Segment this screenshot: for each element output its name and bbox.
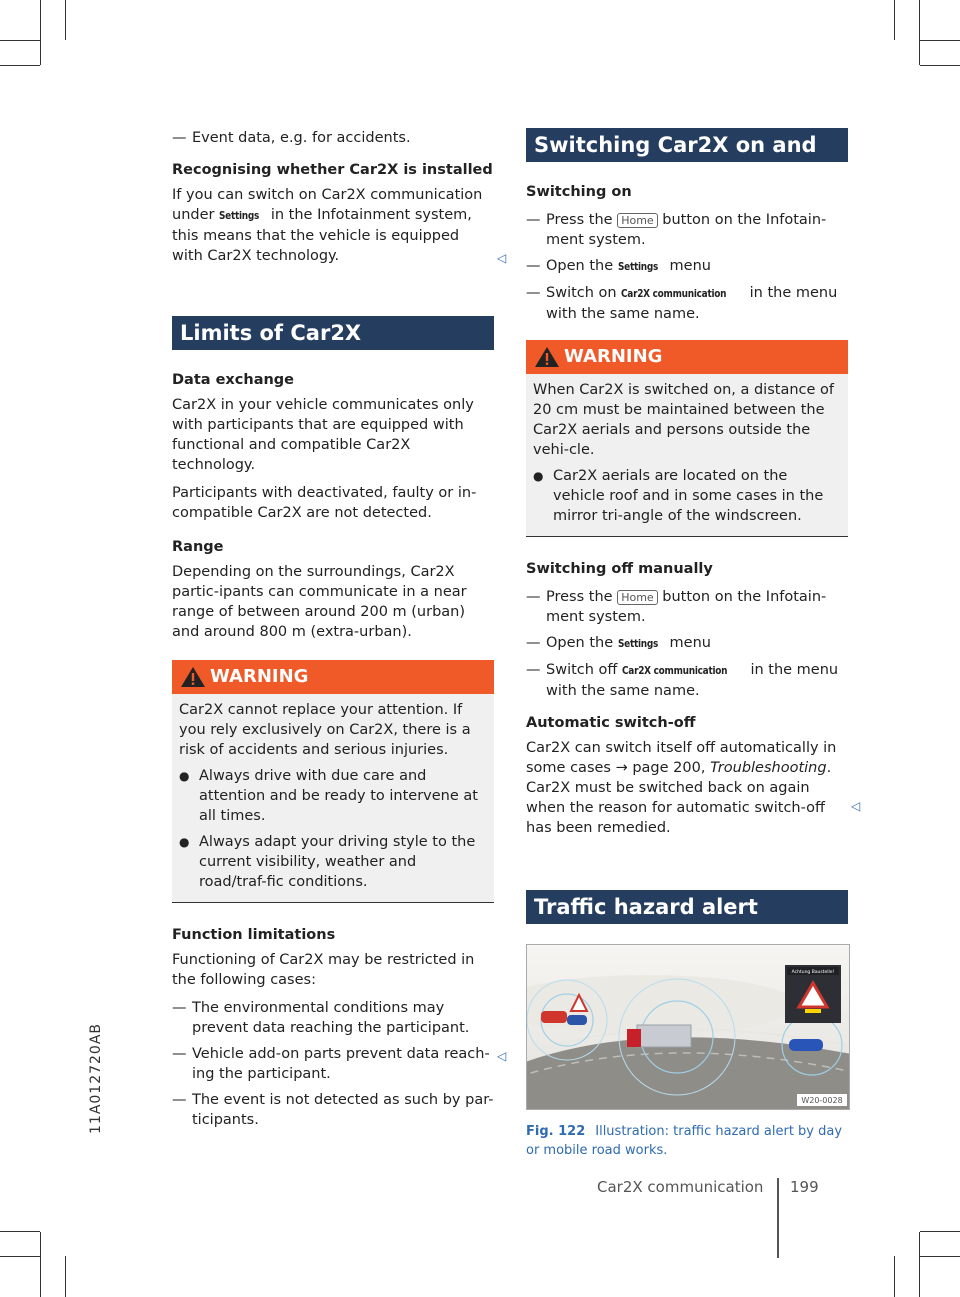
settings-menu-ref: Settings <box>617 638 658 650</box>
bullet-dot-icon: ● <box>179 835 190 849</box>
list-item: — The event is not detected as such by par-ticipants. <box>172 1092 494 1128</box>
data-exchange-paragraph-2: Participants with deactivated, faulty or in-compatible Car2X are not detected. <box>172 485 477 521</box>
list-item: — Open the Settings menu <box>526 256 848 277</box>
bullet-dot-icon: ● <box>179 769 190 783</box>
cross-ref-link[interactable]: Troubleshooting <box>710 760 827 776</box>
home-key: Home <box>617 213 657 228</box>
list-item: — The environmental conditions may prevent data reaching the participant. <box>172 1000 470 1036</box>
installed-paragraph: If you can switch on Car2X communication under Settings in the Infotainment system, this means that the vehicle is equipped with Car2X technology. <box>172 187 483 264</box>
crop-mark <box>40 0 41 65</box>
function-paragraph: Functioning of Car2X may be restricted in the following cases: <box>172 952 475 988</box>
crop-mark <box>920 65 960 66</box>
function-heading: Function limitations <box>172 927 336 943</box>
auto-off-paragraph: Car2X can switch itself off automatically in some cases → page 200, Troubleshooting. Car2X must be switched back on again when the reason for automatic switch-off has been remedied. <box>526 740 837 836</box>
warning-text: When Car2X is switched on, a distance of 20 cm must be maintained between the Car2X aerials and persons outside the vehi-cle. <box>533 382 835 458</box>
range-heading: Range <box>172 539 224 555</box>
crop-mark <box>920 1256 960 1257</box>
crop-mark <box>920 40 960 41</box>
traffic-hazard-illustration <box>526 944 850 1110</box>
data-exchange-paragraph: Car2X in your vehicle communicates only with participants that are equipped with functional and compatible Car2X technology. <box>172 397 474 473</box>
data-exchange-heading: Data exchange <box>172 372 295 388</box>
crop-mark <box>920 1231 960 1232</box>
crop-mark <box>0 1256 40 1257</box>
bullet-dot-icon: ● <box>533 469 544 483</box>
switching-on-heading: Switching on <box>526 184 632 200</box>
end-triangle-icon: ◁ <box>497 251 507 265</box>
footer-section-name: Car2X communication <box>597 1178 764 1196</box>
crop-mark <box>894 1256 895 1297</box>
warning-text: Car2X cannot replace your attention. If you rely exclusively on Car2X, there is a risk of accidents and serious injuries. <box>179 702 471 758</box>
warning-triangle-icon <box>534 346 560 368</box>
end-triangle-icon: ◁ <box>497 1049 507 1063</box>
crop-mark <box>65 1256 66 1297</box>
end-triangle-icon: ◁ <box>851 799 861 813</box>
list-item: ● Always adapt your driving style to the current visibility, weather and road/traf-fic conditions. <box>179 834 476 890</box>
section-title-limits: Limits of Car2X <box>172 316 494 350</box>
switching-off-heading: Switching off manually <box>526 561 713 577</box>
section-title-switching: Switching Car2X on and off <box>526 128 848 162</box>
crop-mark <box>0 65 40 66</box>
warning-box <box>526 340 848 537</box>
right-column <box>526 128 848 1160</box>
list-item: — Switch on Car2X communication in the menu with the same name. <box>526 285 838 322</box>
page-number: 199 <box>790 1178 819 1196</box>
crop-mark <box>40 1232 41 1297</box>
warning-label: WARNING <box>564 346 663 367</box>
warning-body <box>172 694 494 902</box>
warning-header <box>526 340 848 374</box>
figure-caption <box>526 1122 848 1160</box>
list-item: — Event data, e.g. for accidents. <box>172 130 411 146</box>
list-item: ● Always drive with due care and attention and be ready to intervene at all times. <box>179 768 478 824</box>
figure-screen-title: Achtung Baustelle! <box>791 970 835 975</box>
auto-off-heading: Automatic switch-off <box>526 715 696 731</box>
list-item: — Open the Settings menu <box>526 633 848 654</box>
crop-mark <box>919 1232 920 1297</box>
list-item: — Press the Home button on the Infotain-ment system. <box>526 589 827 625</box>
car2x-menu-ref: Car2X communication <box>621 288 727 300</box>
home-key: Home <box>617 590 657 605</box>
list-item: — Switch off Car2X communication in the menu with the same name. <box>526 662 839 699</box>
warning-header <box>172 660 494 694</box>
list-item: ● Car2X aerials are located on the vehicle roof and in some cases in the mirror tri-angle of the windscreen. <box>533 468 824 524</box>
crop-mark <box>0 40 40 41</box>
left-column <box>172 128 494 1136</box>
range-paragraph: Depending on the surroundings, Car2X partic-ipants can communicate in a near range of between around 200 m (urban) and around 800 m (extra-urban). <box>172 564 467 640</box>
crop-mark <box>0 1231 40 1232</box>
warning-box <box>172 660 494 903</box>
cross-ref-arrow-icon: → <box>615 760 628 776</box>
car2x-menu-ref: Car2X communication <box>622 665 728 677</box>
figure-code: W20-0028 <box>801 1096 843 1105</box>
warning-body <box>526 374 848 536</box>
document-code: 11A012720AB <box>88 1022 104 1134</box>
list-item: — Press the Home button on the Infotain-ment system. <box>526 212 827 248</box>
warning-label: WARNING <box>210 666 309 687</box>
figure-label: Fig. 122 <box>526 1124 586 1139</box>
crop-mark <box>919 0 920 65</box>
installed-heading: Recognising whether Car2X is installed <box>172 162 493 178</box>
settings-menu-ref: Settings <box>617 261 658 273</box>
crop-mark <box>65 0 66 40</box>
crop-mark <box>894 0 895 40</box>
footer-divider <box>777 1178 779 1258</box>
road-scene-image <box>527 945 849 1109</box>
settings-menu-ref: Settings <box>219 210 260 222</box>
list-item: — Vehicle add-on parts prevent data reach-ing the participant. <box>172 1046 490 1082</box>
warning-triangle-icon <box>180 666 206 688</box>
figure-caption-text: Illustration: traffic hazard alert by day or mobile road works. <box>526 1124 843 1158</box>
section-title-traffic-hazard: Traffic hazard alert <box>526 890 848 924</box>
